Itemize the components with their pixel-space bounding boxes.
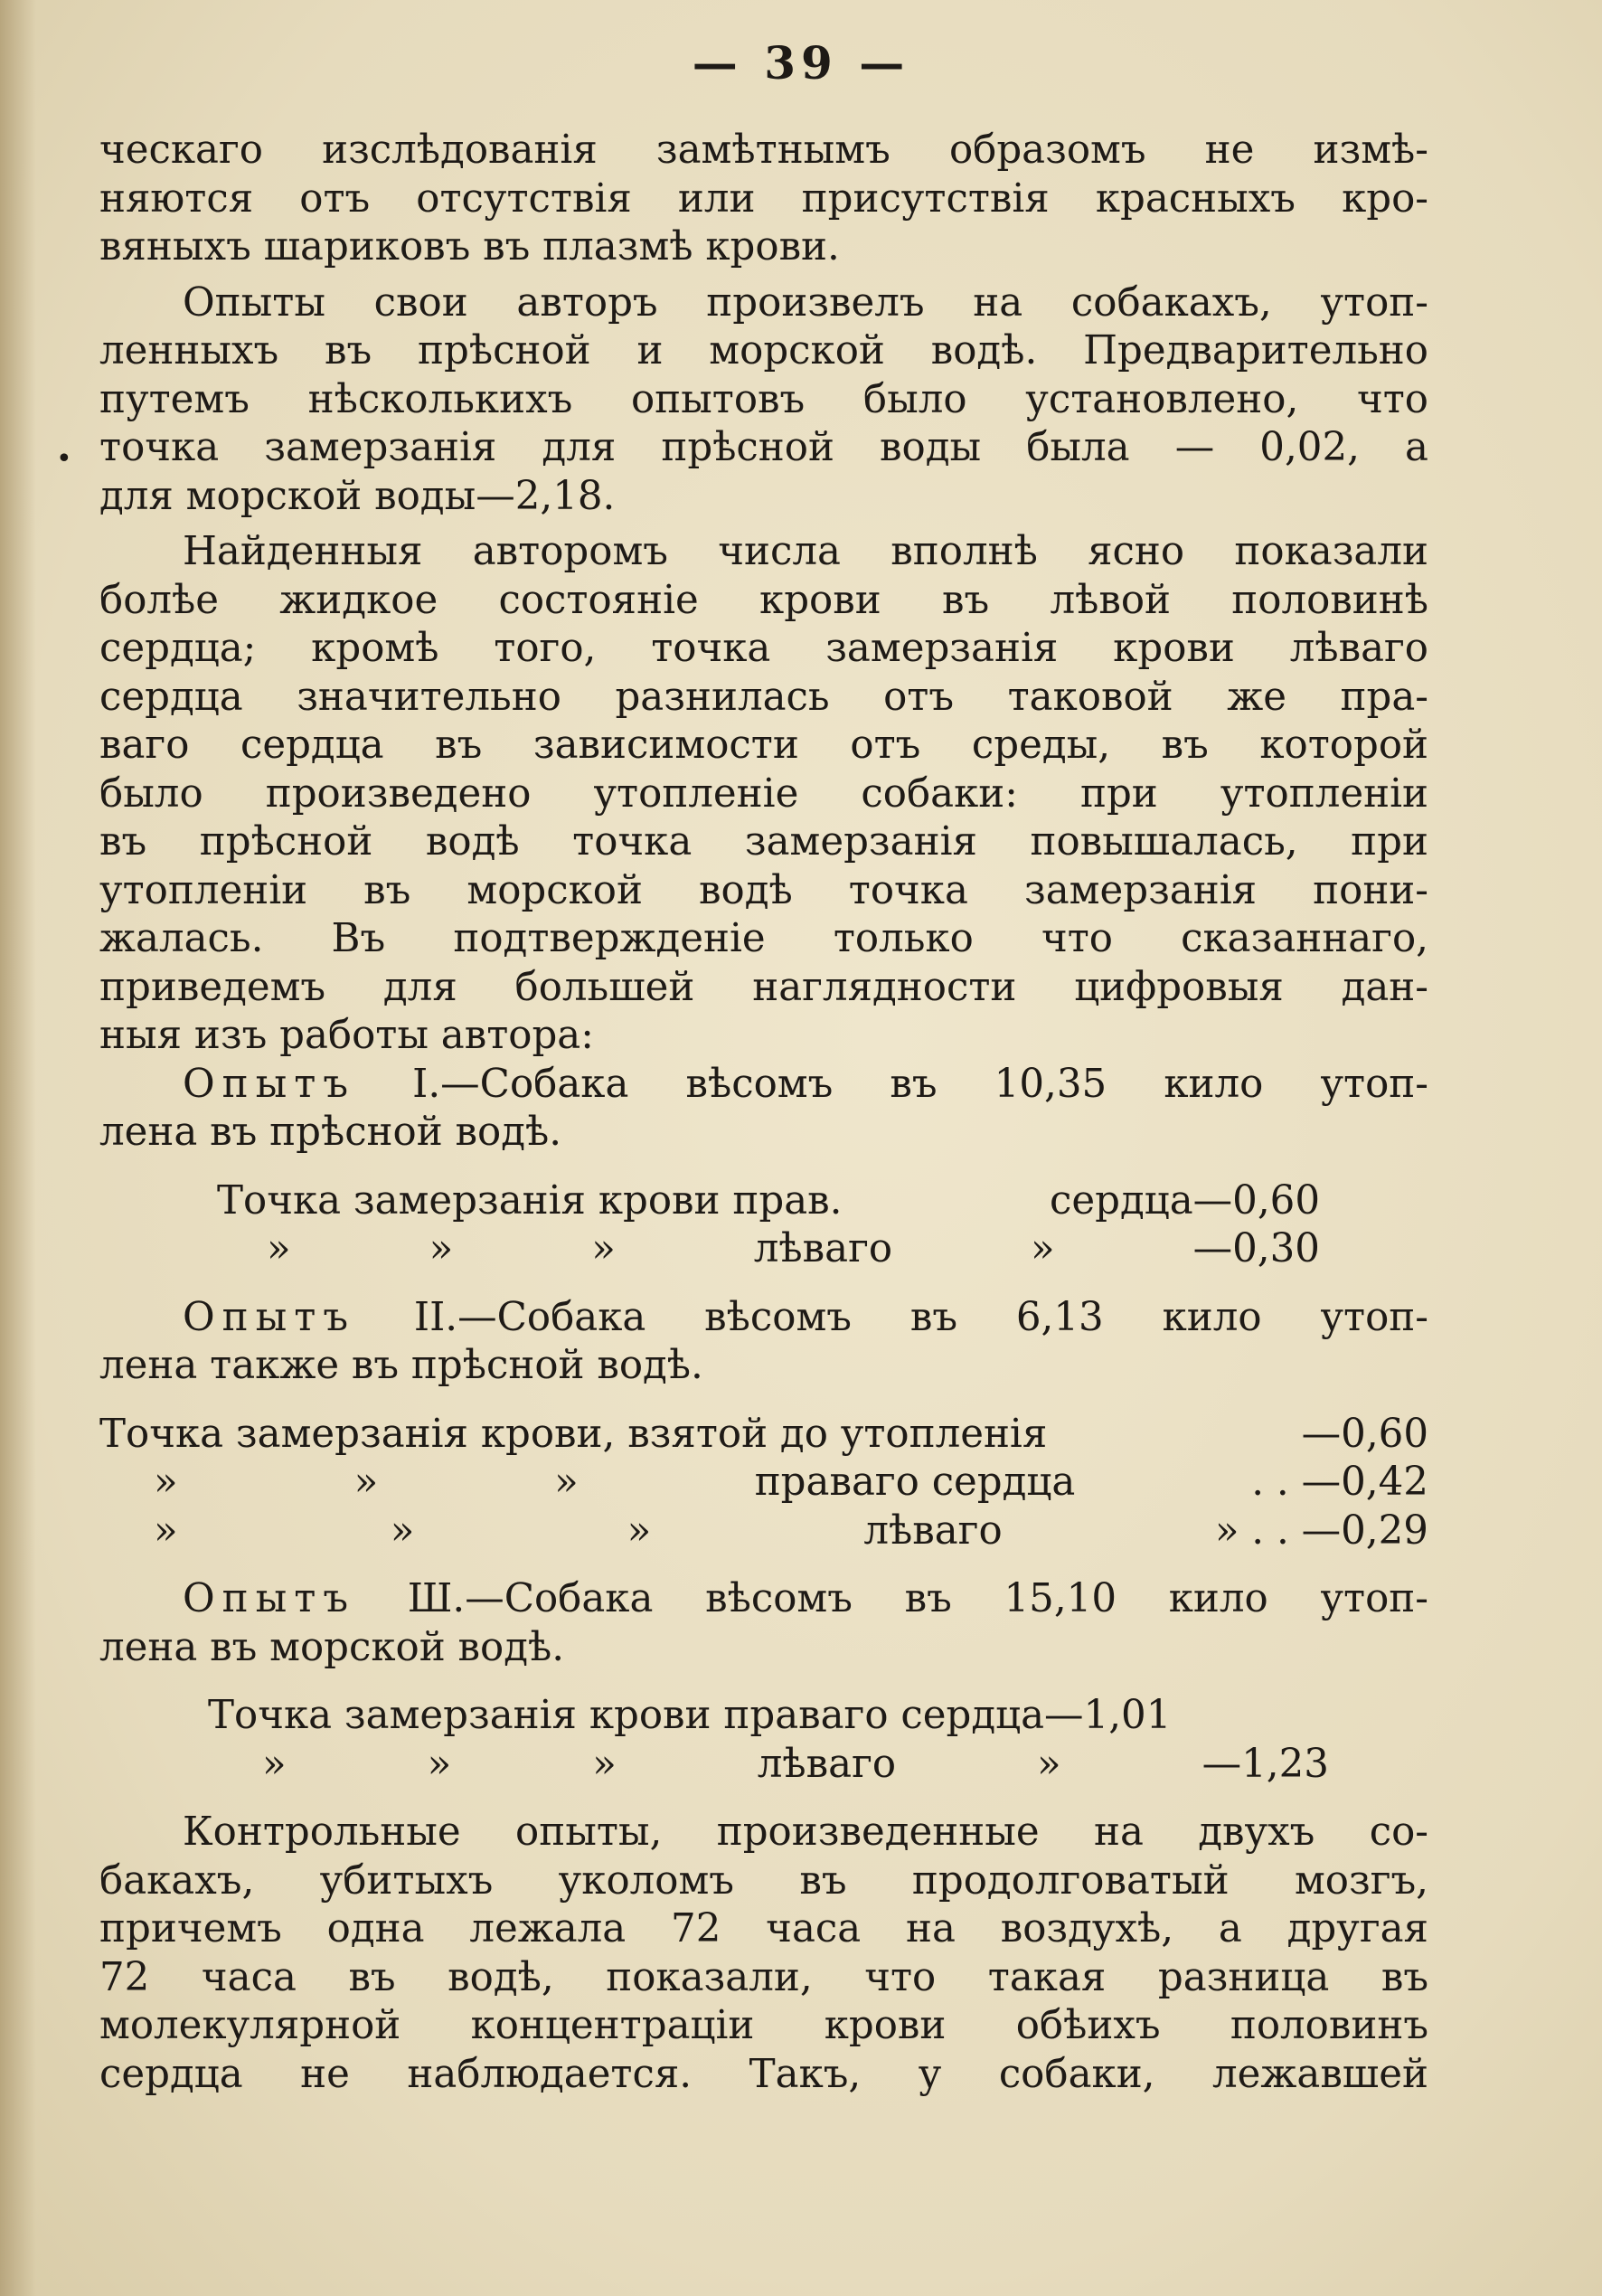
data-value: » . . —0,29 <box>1214 1507 1428 1554</box>
data-label: Точка замерзанія крови, взятой до утопленія <box>99 1411 1048 1457</box>
data-value: —0,60 <box>1301 1411 1428 1457</box>
text-line: Найденныя авторомъ числа вполнѣ ясно показали <box>183 529 1428 574</box>
data-label: лѣваго <box>863 1507 1003 1554</box>
ditto-mark: » <box>627 1507 652 1554</box>
ditto-mark: » <box>390 1507 415 1554</box>
text-line: ленныхъ въ прѣсной и морской водѣ. Предварительно <box>99 328 1428 373</box>
text-line: ческаго изслѣдованія замѣтнымъ образомъ не измѣ- <box>99 128 1428 173</box>
text-line: Опыты свои авторъ произвелъ на собакахъ, утоп- <box>183 279 1428 326</box>
text-line: ныя изъ работы автора: <box>99 1013 594 1058</box>
text-line: причемъ одна лежала 72 часа на воздухѣ, а другая <box>99 1906 1428 1951</box>
experiment-label: Опытъ <box>183 1576 356 1621</box>
text-line: лена также въ прѣсной водѣ. <box>99 1343 703 1388</box>
experiment-label: Опытъ <box>183 1061 356 1107</box>
ditto-mark: » <box>262 1741 287 1787</box>
ditto-mark: » <box>592 1741 617 1787</box>
text-line: сердца значительно разнилась отъ таковой же пра- <box>99 674 1428 720</box>
text-line: сердца; кромѣ того, точка замерзанія крови лѣваго <box>99 626 1428 671</box>
paragraph-2 <box>99 279 1428 522</box>
text-line: лена въ морской водѣ. <box>99 1624 565 1670</box>
experiment-3 <box>99 1575 1428 1672</box>
ink-speck: • <box>56 443 72 475</box>
paragraph-4 <box>99 1809 1428 2099</box>
paragraph-3 <box>99 528 1428 1061</box>
experiment-text: I.—Собака вѣсомъ въ 10,35 кило утоп- <box>355 1061 1428 1107</box>
experiment-2-data <box>99 1411 1428 1556</box>
text-line: няются отъ отсутствія или присутствія красныхъ кро- <box>99 175 1428 222</box>
data-label: лѣваго <box>757 1741 897 1787</box>
ditto-mark: » <box>353 1460 379 1505</box>
experiment-heading <box>99 1575 1428 1624</box>
data-row <box>99 1411 1428 1460</box>
ditto-mark: » <box>591 1226 616 1271</box>
data-label: праваго сердца <box>754 1460 1076 1505</box>
text-line: сердца не наблюдается. Такъ, у собаки, лежавшей <box>99 2051 1428 2097</box>
experiment-1 <box>99 1061 1428 1157</box>
data-row <box>99 1459 1428 1507</box>
experiment-1-data <box>99 1177 1428 1274</box>
text-line: Контрольные опыты, произведенные на двухъ со- <box>183 1809 1428 1855</box>
text-line: точка замерзанія для прѣсной воды была — 0,02, а <box>99 425 1428 470</box>
ditto-mark: » <box>554 1460 579 1505</box>
page-spine-shadow <box>0 0 36 2296</box>
text-line: жалась. Въ подтвержденіе только что сказаннаго, <box>99 916 1428 961</box>
text-line: бакахъ, убитыхъ уколомъ въ продолговатый мозгъ, <box>99 1857 1428 1904</box>
data-value: —1,23 <box>1202 1741 1329 1787</box>
ditto-mark: » <box>154 1460 178 1505</box>
ditto-mark: » <box>1031 1226 1055 1271</box>
experiment-heading <box>99 1061 1428 1110</box>
experiment-3-data <box>99 1692 1428 1789</box>
ditto-mark: » <box>1037 1741 1061 1787</box>
experiment-label: Опытъ <box>183 1294 356 1340</box>
data-label: Точка замерзанія крови праваго сердца—1,01 <box>208 1693 1172 1738</box>
text-line: молекулярной концентраціи крови обѣихъ половинъ <box>99 2003 1428 2048</box>
experiment-text: II.—Собака вѣсомъ въ 6,13 кило утоп- <box>355 1294 1428 1340</box>
text-line: ваго сердца въ зависимости отъ среды, въ которой <box>99 723 1428 768</box>
experiment-text: Ш.—Собака вѣсомъ въ 15,10 кило утоп- <box>355 1576 1428 1621</box>
text-line: путемъ нѣсколькихъ опытовъ было установлено, что <box>99 376 1428 422</box>
data-row <box>99 1741 1428 1790</box>
text-line: для морской воды—2,18. <box>99 473 616 519</box>
data-row <box>99 1692 1428 1741</box>
text-line: 72 часа въ водѣ, показали, что такая разница въ <box>99 1954 1428 2000</box>
experiment-2 <box>99 1294 1428 1391</box>
data-row <box>99 1507 1428 1556</box>
data-row <box>99 1225 1428 1274</box>
data-label: лѣваго <box>753 1226 893 1271</box>
ditto-mark: » <box>427 1741 452 1787</box>
page-number: — 39 — <box>692 36 910 90</box>
text-line: приведемъ для большей наглядности цифровыя дан- <box>99 964 1428 1010</box>
ditto-mark: » <box>429 1226 454 1271</box>
body-text <box>99 127 1428 2099</box>
data-row <box>99 1177 1428 1226</box>
text-line: въ прѣсной водѣ точка замерзанія повышалась, при <box>99 819 1428 865</box>
text-line: лена въ прѣсной водѣ. <box>99 1110 562 1155</box>
ditto-mark: » <box>154 1507 178 1554</box>
text-line: болѣе жидкое состояніе крови въ лѣвой половинѣ <box>99 577 1428 623</box>
text-line: вяныхъ шариковъ въ плазмѣ крови. <box>99 224 840 269</box>
data-value: . . —0,42 <box>1251 1460 1428 1505</box>
data-value: сердца—0,60 <box>1050 1177 1320 1224</box>
ditto-mark: » <box>267 1226 291 1271</box>
text-line: было произведено утопленіе собаки: при утопленіи <box>99 770 1428 817</box>
paragraph-1 <box>99 127 1428 272</box>
data-value: —0,30 <box>1192 1226 1320 1271</box>
data-label: Точка замерзанія крови прав. <box>217 1177 843 1224</box>
experiment-heading <box>99 1294 1428 1343</box>
text-line: утопленіи въ морской водѣ точка замерзанія пони- <box>99 867 1428 913</box>
